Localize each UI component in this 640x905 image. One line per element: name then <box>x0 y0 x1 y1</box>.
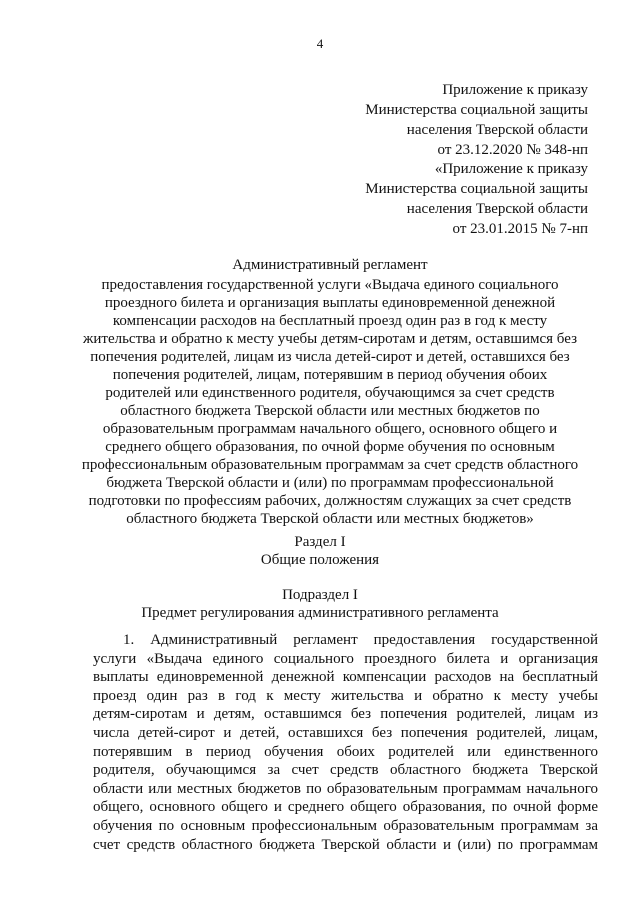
subtitle-line: попечения родителей, лицам, потерявшим в период обучения обоих <box>112 367 548 383</box>
appendix-line: населения Тверской области <box>406 122 588 138</box>
paragraph-line: счет средств областного бюджета Тверской области и (или) по программам <box>93 836 598 853</box>
subtitle-line: попечения родителей, лицам из числа детей-сирот и детей, оставшихся без <box>90 349 570 365</box>
subsection-title: Предмет регулирования административного регламента <box>141 605 499 621</box>
paragraph-line: числа детей-сирот и детей, оставшихся без попечения родителей, лицам, <box>93 724 598 741</box>
section-number: Раздел I <box>294 534 346 550</box>
appendix-line: «Приложение к приказу <box>434 161 588 177</box>
subtitle-line: областного бюджета Тверской области или местных бюджетов» <box>126 511 534 527</box>
regulation-title <box>40 258 620 274</box>
paragraph-line: услуги «Выдача единого социального проездного билета и организация <box>93 650 598 667</box>
paragraph-line: области или местных бюджетов по образовательным программам начального <box>93 780 598 797</box>
appendix-line: от 23.12.2020 № 348-нп <box>437 142 588 158</box>
paragraph-line: 1. Административный регламент предоставления государственной <box>123 632 598 648</box>
regulation-title-text: Административный регламент <box>232 257 428 273</box>
subtitle-line: бюджета Тверской области и (или) по программам профессиональной <box>106 475 554 491</box>
subtitle-line: областного бюджета Тверской области или местных бюджетов по <box>120 403 540 419</box>
subtitle-line: образовательным программам начального общего, основного общего и <box>102 421 558 437</box>
subtitle-line: среднего общего образования, по очной форме обучения по основным <box>105 439 555 455</box>
paragraph-line: обучения по основным профессиональным образовательным программам за <box>93 817 598 834</box>
paragraph-1 <box>93 631 598 854</box>
appendix-line: населения Тверской области <box>406 201 588 217</box>
paragraph-line: детям-сиротам и детям, оставшимся без попечения родителей, лицам из <box>93 706 598 723</box>
section-heading <box>0 533 640 569</box>
subsection-number: Подраздел I <box>282 587 358 603</box>
subtitle-line: проездного билета и организация выплаты единовременной денежной <box>104 295 556 311</box>
section-title: Общие положения <box>260 552 380 568</box>
paragraph-line: потерявшим в период обучения обоих родителей или единственного <box>93 743 598 760</box>
paragraph-line: общего, основного общего и среднего общего образования, по очной форме <box>93 799 598 816</box>
paragraph-line: родителя, обучающимся за счет средств областного бюджета Тверской <box>93 762 598 779</box>
subsection-heading <box>0 586 640 622</box>
subtitle-line: профессиональным образовательным программам за счет средств областного <box>81 457 579 473</box>
subtitle-line: родителей или единственного родителя, обучающимся за счет средств <box>105 385 555 401</box>
appendix-note-original <box>365 159 588 239</box>
paragraph-line: проезд один раз в год к месту жительства и обратно к месту учебы <box>93 687 598 704</box>
appendix-line: Министерства социальной защиты <box>365 102 588 118</box>
regulation-subtitle <box>40 276 620 528</box>
subtitle-line: компенсации расходов на бесплатный проезд один раз в год к месту <box>112 313 548 329</box>
appendix-line: Министерства социальной защиты <box>365 181 588 197</box>
page-number: 4 <box>316 36 324 51</box>
subtitle-line: жительства и обратно к месту учебы детям-сиротам и детям, оставшимся без <box>83 331 577 347</box>
appendix-line: Приложение к приказу <box>442 82 588 98</box>
appendix-line: от 23.01.2015 № 7-нп <box>452 221 588 237</box>
subtitle-line: предоставления государственной услуги «Выдача единого социального <box>101 277 559 293</box>
paragraph-line: выплаты единовременной денежной компенсации расходов на бесплатный <box>93 669 598 686</box>
subtitle-line: подготовки по профессиям рабочих, должностям служащих за счет средств <box>88 493 572 509</box>
appendix-note-current <box>365 80 588 160</box>
